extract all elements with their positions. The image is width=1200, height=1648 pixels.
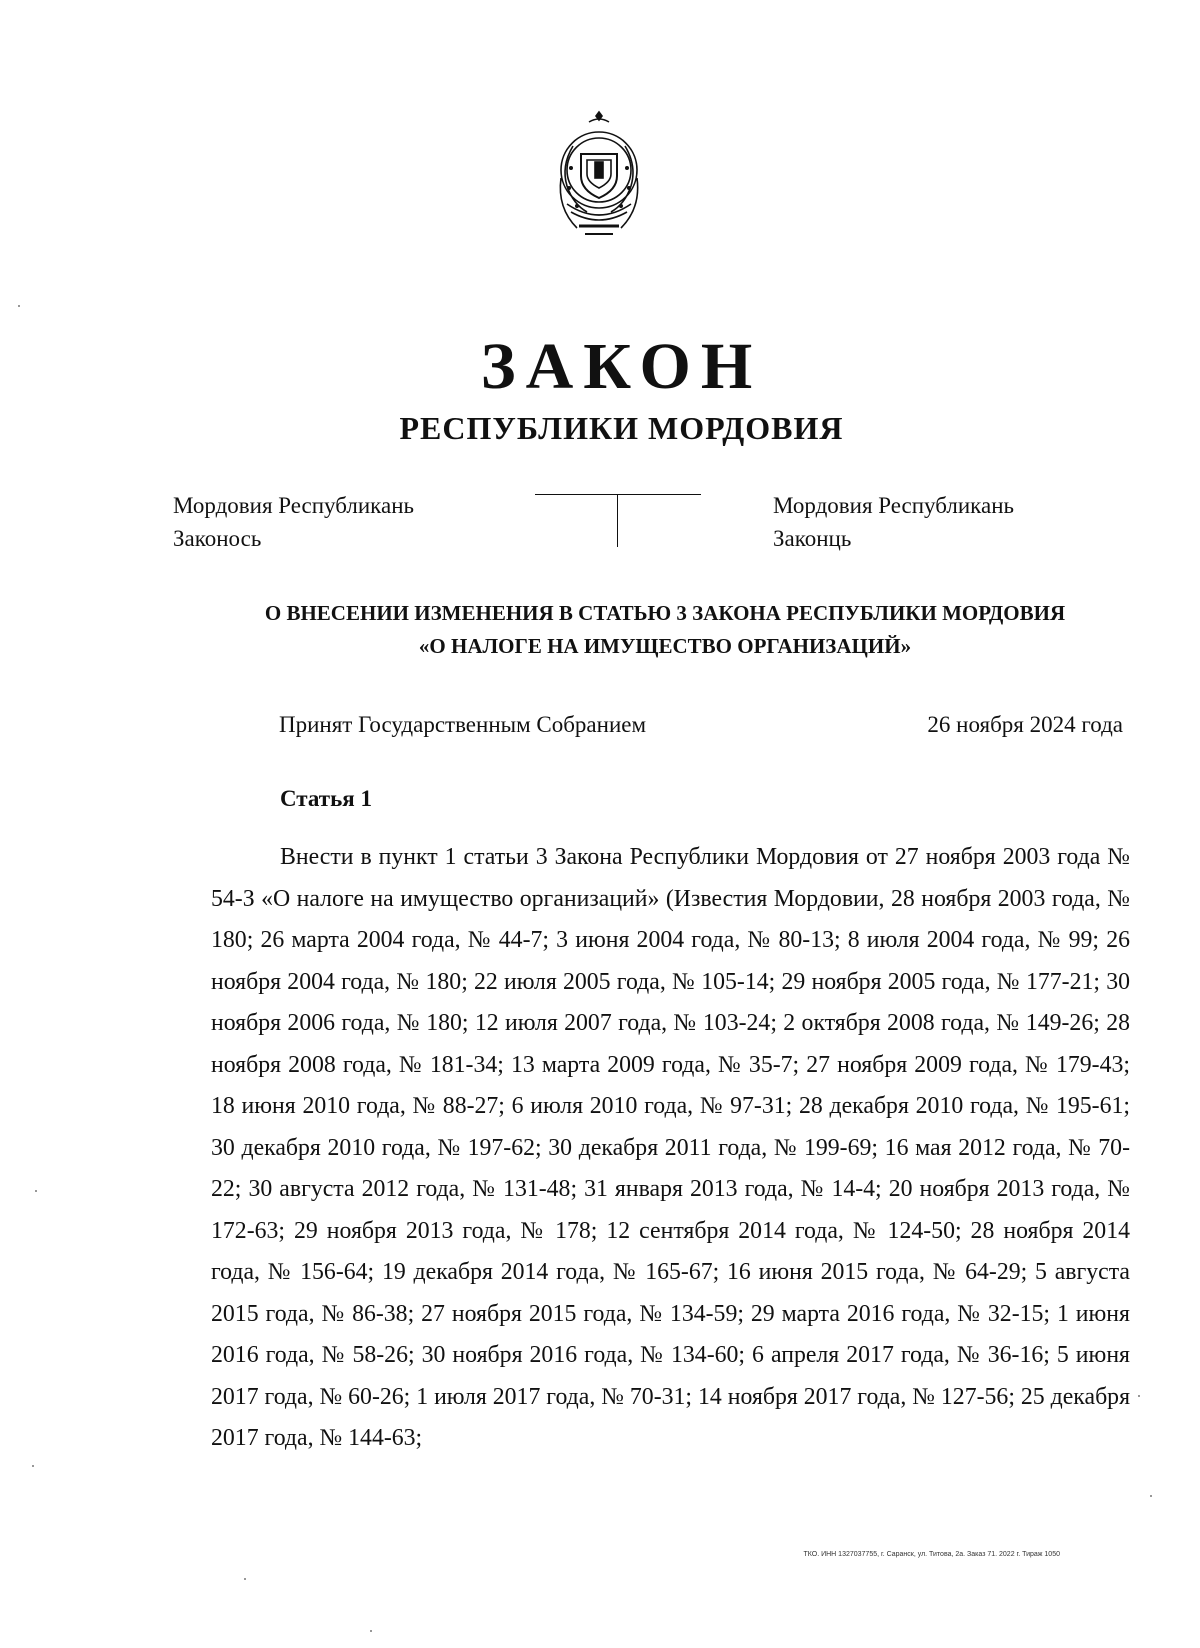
title-separator-horizontal [535, 494, 701, 495]
scan-speck [18, 305, 20, 307]
scan-speck [370, 1630, 372, 1632]
law-name [200, 597, 1130, 663]
law-name-line1: О ВНЕСЕНИИ ИЗМЕНЕНИЯ В СТАТЬЮ 3 ЗАКОНА РЕСПУБЛИКИ МОРДОВИЯ [264, 601, 1066, 625]
moksha-title-block [173, 489, 414, 555]
law-name-line2: «О НАЛОГЕ НА ИМУЩЕСТВО ОРГАНИЗАЦИЙ» [418, 634, 912, 658]
scan-speck [35, 1190, 37, 1192]
print-info: ТКО. ИНН 1327037755, г. Саранск, ул. Титова, 2а. Заказ 71. 2022 г. Тираж 1050 [803, 1551, 1060, 1558]
erzya-title-line2: Законць [773, 526, 852, 551]
article-text: Внести в пункт 1 статьи 3 Закона Республики Мордовия от 27 ноября 2003 года № 54-З «О налоге на имущество организаций» (Известия Мордовии, 28 ноября 2003 года, № 180; 26 марта 2004 года, № 44-7; 3 июня 2004 года, № 80-13; 8 июля 2004 года, № 99; 26 ноября 2004 года, № 180; 22 июля 2005 года, № 105-14; 29 ноября 2005 года, № 177-21; 30 ноября 2006 года, № 180; 12 июля 2007 года, № 103-24; 2 октября 2008 года, № 149-26; 28 ноября 2008 года, № 181-34; 13 марта 2009 года, № 35-7; 27 ноября 2009 года, № 179-43; 18 июня 2010 года, № 88-27; 6 июля 2010 года, № 97-31; 28 декабря 2010 года, № 195-61; 30 декабря 2010 года, № 197-62; 30 декабря 2011 года, № 199-69; 16 мая 2012 года, № 70-22; 30 августа 2012 года, № 131-48; 31 января 2013 года, № 14-4; 20 ноября 2013 года, № 172-63; 29 ноября 2013 года, № 178; 12 сентября 2014 года, № 124-50; 28 ноября 2014 года, № 156-64; 19 декабря 2014 года, № 165-67; 16 июня 2015 года, № 64-29; 5 августа 2015 года, № 86-38; 27 ноября 2015 года, № 134-59; 29 марта 2016 года, № 32-15; 1 июня 2016 года, № 58-26; 30 ноября 2016 года, № 134-60; 6 апреля 2017 года, № 36-16; 5 июня 2017 года, № 60-26; 1 июля 2017 года, № 70-31; 14 ноября 2017 года, № 127-56; 25 декабря 2017 года, № 144-63; [211, 844, 1131, 1451]
scan-speck [244, 1578, 246, 1580]
moksha-title-line1: Мордовия Республикань [173, 493, 415, 518]
moksha-title-line2: Законось [173, 526, 262, 551]
article-heading: Статья 1 [280, 786, 372, 811]
law-subtitle: РЕСПУБЛИКИ МОРДОВИЯ [399, 410, 844, 446]
coat-of-arms-icon [551, 108, 647, 254]
title-separator-vertical [617, 494, 618, 547]
erzya-title-line1: Мордовия Республикань [773, 493, 1015, 518]
adopted-date: 26 ноября 2024 года [927, 712, 1123, 737]
erzya-title-block [773, 489, 1014, 555]
scan-speck [1150, 1495, 1152, 1497]
scan-speck [32, 1465, 34, 1467]
adopted-by: Принят Государственным Собранием [279, 712, 647, 737]
scan-speck [1138, 1395, 1140, 1397]
law-title: ЗАКОН [480, 330, 763, 403]
